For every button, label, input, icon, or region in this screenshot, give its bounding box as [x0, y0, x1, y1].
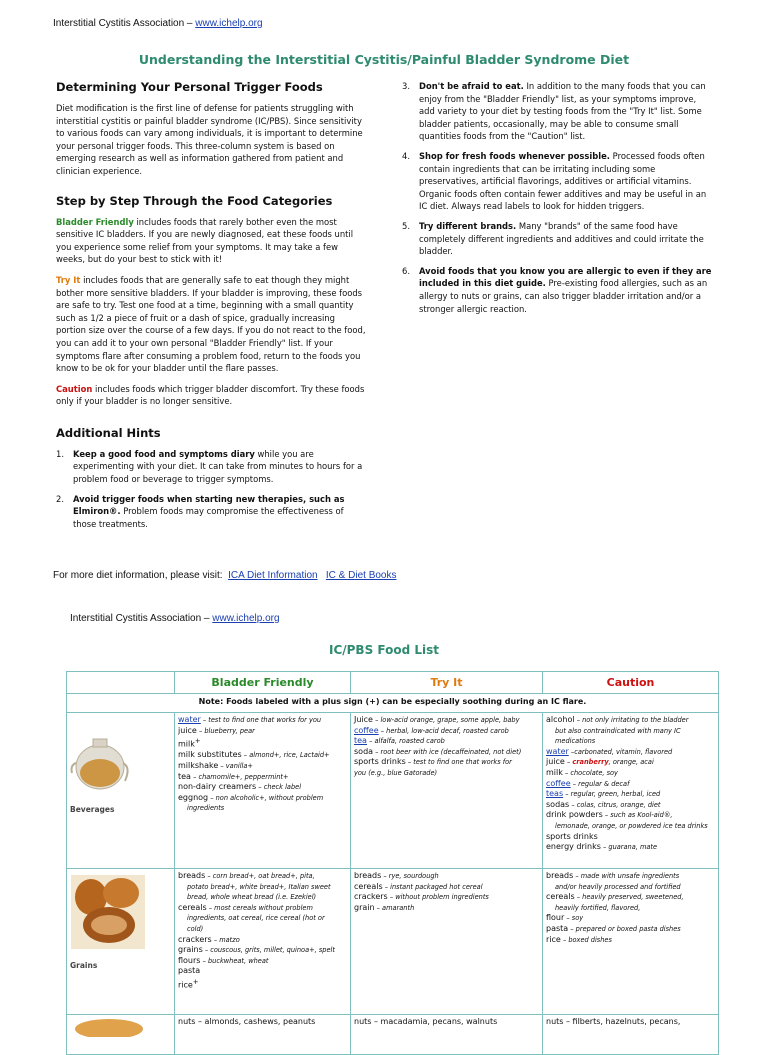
tip-number: 4. — [402, 150, 410, 161]
ica-diet-info-link[interactable]: ICA Diet Information — [228, 570, 318, 581]
food-item: breads — [354, 871, 382, 880]
food-item: crackers — [178, 934, 212, 944]
tip-text: Processed foods often contain ingredients that can be irritating including some preservatives, artificial flavorings, additives or artificial vitamins. Organic foods often contain fewer additives and may be useful in an IC diet. Always read labels to look for hidden triggers. — [419, 150, 707, 212]
food-note: – buckwheat, wheat — [200, 956, 269, 965]
page-title: Understanding the Interstitial Cystitis/Painful Bladder Syndrome Diet — [138, 52, 630, 67]
page2-header — [70, 613, 280, 624]
food-note: – regular, green, herbal, iced — [563, 790, 661, 799]
food-note: – heavily preserved, sweetened, — [574, 893, 684, 902]
grains-caution — [543, 869, 719, 1015]
heading-additional-hints: Additional Hints — [56, 425, 161, 440]
food-item: cereals — [354, 881, 383, 891]
hint-item — [56, 448, 366, 486]
food-item: flours — [178, 955, 201, 965]
food-note: – colas, citrus, orange, diet — [569, 800, 661, 809]
food-item: pasta — [546, 923, 569, 933]
food-note-highlight: cranberry — [572, 758, 609, 767]
food-note: – vanilla+ — [218, 762, 253, 771]
food-note: – amaranth — [374, 903, 415, 912]
food-note: – regular & decaf — [570, 779, 630, 788]
food-note: – root beer with ice (decaffeinated, not diet) — [373, 747, 522, 756]
food-item[interactable]: water — [546, 746, 569, 756]
bladder-friendly-paragraph — [56, 216, 366, 266]
col-try-it: Try It — [351, 672, 543, 694]
food-note: but also contraindicated with many IC — [555, 726, 681, 735]
food-item: juice — [546, 757, 565, 767]
tip-item — [402, 220, 714, 258]
food-note: – not only irritating to the bladder — [574, 716, 689, 724]
food-item: crackers — [354, 892, 388, 902]
hints-list — [56, 448, 366, 531]
food-note: – guarana, mate — [600, 843, 658, 852]
tip-bold: Try different brands. — [419, 220, 517, 231]
food-item: sports drinks — [546, 831, 598, 841]
food-item: milk — [546, 767, 563, 777]
food-item: sodas — [546, 799, 570, 809]
food-item: tea — [178, 771, 191, 781]
food-note: –carbonated, vitamin, flavored — [568, 747, 673, 756]
food-item: Juice — [354, 715, 373, 724]
food-note: , orange, acai — [608, 758, 654, 767]
tip-text: In addition to the many foods that you can enjoy from the "Bladder Friendly" list, as your symptoms improve, add variety to your diet by testing foods from the "Try It" list. Some bladder patients, occasionally, may be able to consume small quantities foods from the "Caution" list. — [419, 81, 706, 142]
food-note: bread, whole wheat bread (i.e. Ezekiel) — [187, 893, 317, 902]
food-note: you (e.g., blue Gatorade) — [354, 768, 438, 777]
food-note: – rye, sourdough — [381, 872, 439, 880]
row-label: Grains — [70, 961, 98, 970]
tip-item — [402, 265, 714, 315]
food-item: rice — [546, 934, 561, 944]
food-note: – test to find one that works for — [405, 758, 512, 767]
food-note: – such as Kool-aid®, — [602, 811, 673, 820]
food-item: milkshake — [178, 761, 219, 771]
nuts-bladder-friendly: nuts – almonds, cashews, peanuts — [175, 1015, 351, 1055]
left-column — [56, 80, 366, 537]
hint-number: 1. — [56, 448, 64, 459]
food-note: ingredients — [187, 804, 225, 813]
food-item: eggnog — [178, 792, 209, 802]
hint-bold: Keep a good food and symptoms diary — [73, 448, 255, 459]
food-list-title: IC/PBS Food List — [328, 643, 440, 657]
beverages-image-cell — [67, 713, 175, 869]
food-note: – boxed dishes — [560, 935, 612, 944]
hint-text: while you are experimenting with your diet. It can take from minutes to hours for a problem food or beverage to trigger symptoms. — [73, 448, 363, 485]
food-item: milk — [178, 739, 195, 749]
beverages-caution — [543, 713, 719, 869]
more-info-text: For more diet information, please visit: — [53, 570, 223, 581]
try-it-paragraph — [56, 274, 366, 375]
grains-bladder-friendly — [175, 869, 351, 1015]
row-label: Beverages — [70, 805, 115, 814]
plus-mark: + — [192, 977, 199, 986]
beverages-try-it — [351, 713, 543, 869]
food-item: milk substitutes — [178, 750, 242, 760]
food-item: breads — [546, 871, 574, 880]
nuts-try-it: nuts – macadamia, pecans, walnuts — [351, 1015, 543, 1055]
food-note: – without problem ingredients — [387, 893, 489, 902]
food-item[interactable]: water — [178, 715, 201, 724]
tip-item — [402, 150, 714, 213]
tip-bold: Don't be afraid to eat. — [419, 81, 524, 91]
food-note: – most cereals without problem — [206, 903, 313, 912]
tip-bold: Avoid foods that you know you are allergic to even if they are included in this diet guide. — [419, 265, 712, 289]
header-link[interactable]: www.ichelp.org — [195, 18, 263, 29]
food-note: lemonade, orange, or powdered ice tea drinks — [555, 821, 708, 830]
food-note: medications — [555, 737, 596, 746]
intro-paragraph: Diet modification is the first line of defense for patients struggling with interstitial cystitis or painful bladder syndrome (IC/PBS). Since sensitivity to various foods can vary among individuals, it is important to determine your personal trigger foods. This three-column system is based on emerging research as well as information gathered from patient and clinician experience. — [56, 103, 363, 176]
food-item: soda — [354, 746, 374, 756]
right-column — [402, 80, 714, 322]
tip-text: Pre-existing food allergies, such as an allergy to nuts or grains, can also trigger bladder irritation and/or a stronger allergic reaction. — [419, 278, 708, 314]
table-note: Note: Foods labeled with a plus sign (+) can be especially soothing during an IC flare. — [67, 694, 719, 713]
beverages-bladder-friendly — [175, 713, 351, 869]
food-note: – alfalfa, roasted carob — [366, 737, 445, 746]
nuts-image-cell — [67, 1015, 175, 1055]
food-item: juice — [178, 725, 197, 735]
food-item: non-dairy creamers — [178, 782, 257, 792]
food-item: rice — [178, 980, 193, 990]
food-note: – instant packaged hot cereal — [382, 882, 483, 891]
grains-try-it — [351, 869, 543, 1015]
food-note: heavily fortified, flavored, — [555, 903, 641, 912]
food-note: – corn bread+, oat bread+, pita, — [205, 872, 315, 880]
food-item[interactable]: coffee — [546, 778, 571, 788]
food-note: – test to find one that works for you — [200, 716, 322, 724]
hint-number: 2. — [56, 493, 64, 504]
try-it-text: includes foods that are generally safe to eat though they might bother more sensitive bladders. If your bladder is improving, these foods are safe to try. Test one food at a time, beginning with a small quantity such as 1/2 a piece of fruit or a dash of spice, gradually increasing portion size over the course of a few days. If you do not react to the food, you can add it to your own personal "Bladder Friendly" list. If your symptoms flare after consuming a problem food, return to the foods you know to be ok for your bladder until the flare passes. — [56, 274, 366, 374]
food-item: sports drinks — [354, 757, 406, 767]
food-note: and/or heavily processed and fortified — [555, 882, 681, 891]
food-note: – blueberry, pear — [196, 726, 255, 735]
food-item: drink powders — [546, 810, 603, 820]
heading-food-categories: Step by Step Through the Food Categories — [56, 193, 333, 208]
food-note: – herbal, low-acid decaf, roasted carob — [378, 726, 509, 735]
food-note: – matzo — [211, 935, 240, 944]
tip-number: 5. — [402, 220, 410, 231]
caution-paragraph — [56, 383, 366, 408]
try-it-label: Try It — [56, 274, 81, 285]
food-note: – made with unsafe ingredients — [573, 872, 680, 880]
hint-item — [56, 493, 366, 531]
food-note: – non alcoholic+, without problem — [208, 793, 324, 802]
food-item: cereals — [178, 902, 207, 912]
food-note: – soy — [564, 914, 584, 923]
bread-image — [69, 871, 149, 951]
bladder-friendly-label: Bladder Friendly — [56, 216, 134, 227]
table-row — [67, 1015, 719, 1055]
food-item: breads — [178, 871, 206, 880]
more-info — [53, 570, 397, 581]
tip-number: 6. — [402, 265, 410, 276]
hint-bold: Avoid trigger foods when starting new therapies, such as Elmiron®. — [73, 493, 345, 517]
nuts-caution: nuts – filberts, hazelnuts, pecans, — [543, 1015, 719, 1055]
teapot-image — [69, 715, 131, 793]
food-table — [66, 671, 719, 1055]
caution-label: Caution — [56, 383, 93, 394]
grains-image-cell — [67, 869, 175, 1015]
col-bladder-friendly: Bladder Friendly — [175, 672, 351, 694]
food-note: potato bread+, white bread+, Italian sweet — [187, 882, 331, 891]
food-item: pasta — [178, 966, 201, 976]
nuts-image — [69, 1017, 149, 1037]
plus-mark: + — [194, 737, 201, 746]
table-row — [67, 713, 719, 869]
food-note: cold) — [187, 924, 204, 933]
food-item: grain — [354, 902, 375, 912]
food-item[interactable]: tea — [354, 736, 367, 746]
caution-text: includes foods which trigger bladder discomfort. Try these foods only if your bladder is no longer sensitive. — [56, 383, 365, 407]
food-item: grains — [178, 945, 203, 955]
tip-item — [402, 80, 714, 143]
table-header-row — [67, 672, 719, 694]
table-row — [67, 869, 719, 1015]
food-note: – low-acid orange, grape, some apple, baby — [372, 716, 520, 724]
food-item: flour — [546, 913, 565, 923]
page-header — [53, 18, 263, 29]
ic-diet-books-link[interactable]: IC & Diet Books — [325, 570, 397, 581]
food-item: energy drinks — [546, 842, 601, 852]
col-caution: Caution — [543, 672, 719, 694]
food-note: – chocolate, soy — [562, 768, 618, 777]
food-note: ingredients, oat cereal, rice cereal (hot or — [187, 914, 325, 923]
food-item[interactable]: teas — [546, 789, 564, 799]
food-note: – chamomile+, peppermint+ — [190, 772, 289, 781]
heading-trigger-foods: Determining Your Personal Trigger Foods — [56, 80, 323, 94]
food-item: alcohol — [546, 715, 575, 724]
header2-link[interactable]: www.ichelp.org — [212, 613, 280, 624]
food-note: – check label — [256, 783, 302, 792]
food-note: – prepared or boxed pasta dishes — [568, 924, 681, 933]
tip-bold: Shop for fresh foods whenever possible. — [419, 150, 610, 161]
header-org: Interstitial Cystitis Association – — [53, 18, 193, 29]
bladder-friendly-text: includes foods that rarely bother even the most sensitive IC bladders. If you are newly diagnosed, eat these foods until you experience some relief from your symptoms. It may take a few weeks, but do your best to stick with it! — [56, 216, 354, 265]
food-item[interactable]: coffee — [354, 725, 379, 735]
food-note: – — [564, 758, 573, 767]
tip-number: 3. — [402, 81, 410, 91]
food-item: cereals — [546, 892, 575, 902]
tip-text: Many "brands" of the same food have completely different ingredients and additives and could irritate the bladder. — [419, 220, 704, 257]
food-note: – couscous, grits, millet, quinoa+, spelt — [202, 946, 335, 955]
food-note: – almond+, rice, Lactaid+ — [241, 751, 330, 760]
header2-org: Interstitial Cystitis Association – — [70, 613, 210, 624]
hint-text: Problem foods may compromise the effectiveness of those treatments. — [73, 506, 344, 529]
tips-list — [402, 80, 714, 315]
corner-cell — [67, 672, 175, 694]
